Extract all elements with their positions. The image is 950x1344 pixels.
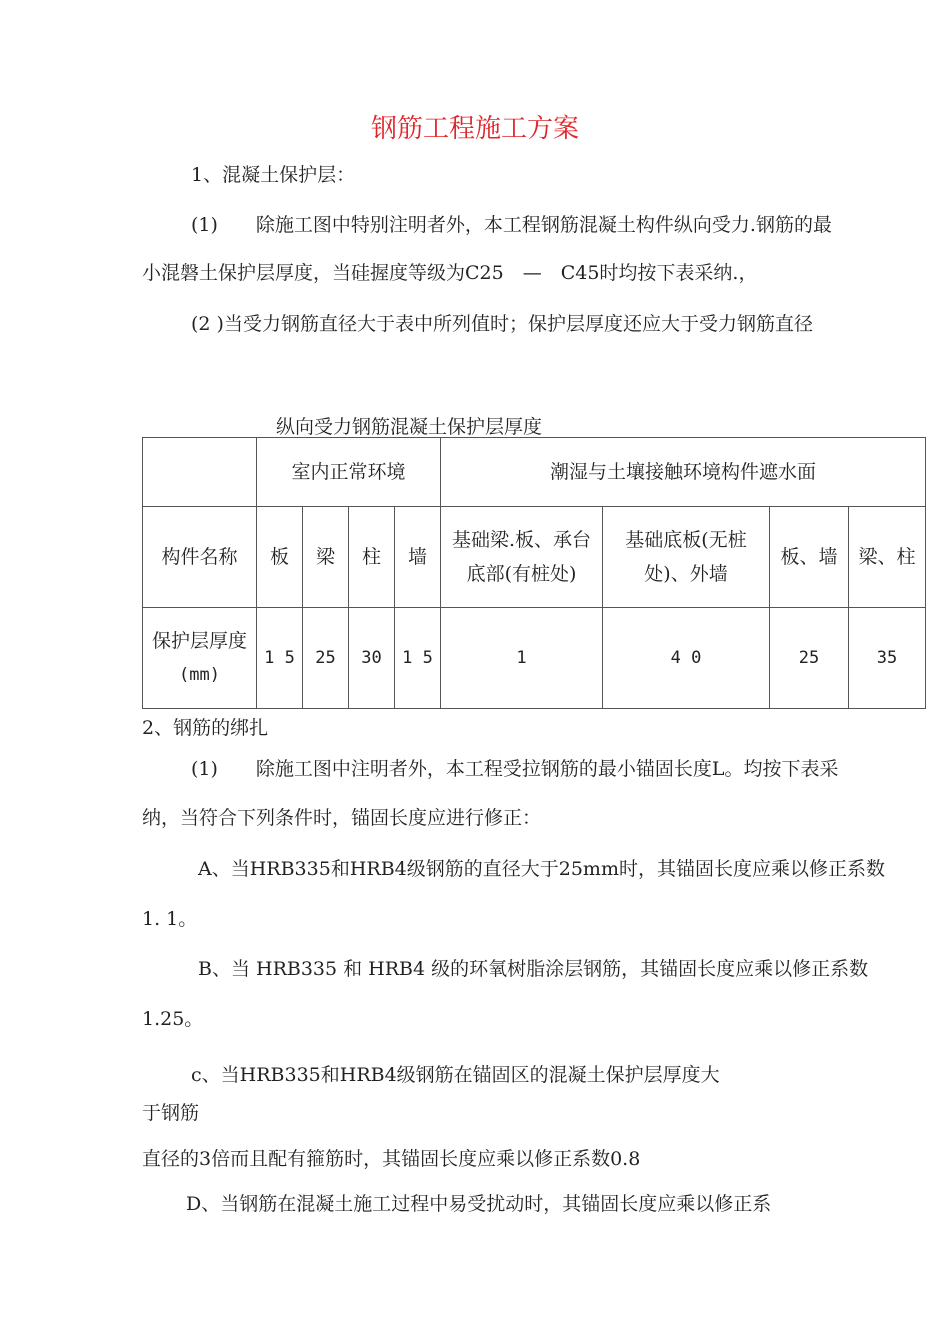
section-heading-2: 2、钢筋的绑扎 bbox=[142, 717, 269, 739]
item-c-line-1: c、当HRB335和HRB4级钢筋在锚固区的混凝土保护层厚度大 bbox=[191, 1064, 720, 1086]
value-beam-column: 35 bbox=[849, 608, 926, 709]
col-slab-wall: 板、墙 bbox=[770, 507, 849, 608]
col-foundation-beam bbox=[441, 507, 603, 608]
col-foundation-base-line-2: 处)、外墙 bbox=[644, 563, 728, 585]
paragraph-3-line-2: 纳，当符合下列条件时，锚固长度应进行修正： bbox=[142, 807, 542, 829]
value-wall: 1 5 bbox=[395, 608, 441, 709]
row-label-cover-thickness bbox=[143, 608, 257, 709]
header-indoor-environment: 室内正常环境 bbox=[257, 438, 441, 507]
value-foundation-base: 4 0 bbox=[603, 608, 770, 709]
item-c-line-2: 于钢筋 bbox=[142, 1102, 200, 1124]
item-a-line-1: A、当HRB335和HRB4级钢筋的直径大于25mm时，其锚固长度应乘以修正系数 bbox=[198, 858, 885, 880]
section-heading-1: 1、混凝土保护层： bbox=[191, 164, 356, 186]
col-column: 柱 bbox=[349, 507, 395, 608]
item-a-line-2: 1. 1。 bbox=[142, 908, 198, 930]
paragraph-1-line-2: 小混磐土保护层厚度，当硅握度等级为C25 — C45时均按下表采纳.， bbox=[142, 262, 758, 284]
cover-thickness-table bbox=[142, 437, 926, 709]
table-corner-cell bbox=[143, 438, 257, 507]
page-title: 钢筋工程施工方案 bbox=[370, 114, 579, 144]
col-beam-column: 梁、柱 bbox=[849, 507, 926, 608]
item-b-line-1: B、当 HRB335 和 HRB4 级的环氧树脂涂层钢筋，其锚固长度应乘以修正系数 bbox=[198, 958, 869, 980]
item-d-line-1: D、当钢筋在混凝土施工过程中易受扰动时，其锚固长度应乘以修正系 bbox=[186, 1193, 772, 1215]
header-damp-environment: 潮湿与土壤接触环境构件遮水面 bbox=[441, 438, 926, 507]
row-label-cover-thickness-unit: (mm) bbox=[179, 665, 220, 685]
col-wall: 墙 bbox=[395, 507, 441, 608]
value-slab-wall: 25 bbox=[770, 608, 849, 709]
row-label-component-name: 构件名称 bbox=[143, 507, 257, 608]
item-c-line-3: 直径的3倍而且配有箍筋时，其锚固长度应乘以修正系数0.8 bbox=[142, 1148, 641, 1170]
value-beam: 25 bbox=[303, 608, 349, 709]
paragraph-2: (2 )当受力钢筋直径大于表中所列值时；保护层厚度还应大于受力钢筋直径 bbox=[191, 313, 813, 335]
row-label-cover-thickness-line-1: 保护层厚度 bbox=[151, 630, 247, 652]
paragraph-3-line-1: (1) 除施工图中注明者外，本工程受拉钢筋的最小锚固长度L。均按下表采 bbox=[191, 758, 839, 780]
item-b-line-2: 1.25。 bbox=[142, 1008, 204, 1030]
value-slab: 1 5 bbox=[257, 608, 303, 709]
paragraph-1-line-1: (1) 除施工图中特别注明者外，本工程钢筋混凝土构件纵向受力.钢筋的最 bbox=[191, 214, 832, 236]
table-title: 纵向受力钢筋混凝土保护层厚度 bbox=[276, 416, 543, 438]
col-slab: 板 bbox=[257, 507, 303, 608]
col-beam: 梁 bbox=[303, 507, 349, 608]
col-foundation-beam-line-1: 基础梁.板、承台 bbox=[451, 529, 592, 551]
value-column: 30 bbox=[349, 608, 395, 709]
col-foundation-base bbox=[603, 507, 770, 608]
col-foundation-beam-line-2: 底部(有桩处) bbox=[466, 563, 577, 585]
value-foundation-beam: 1 bbox=[441, 608, 603, 709]
col-foundation-base-line-1: 基础底板(无桩 bbox=[625, 529, 747, 551]
